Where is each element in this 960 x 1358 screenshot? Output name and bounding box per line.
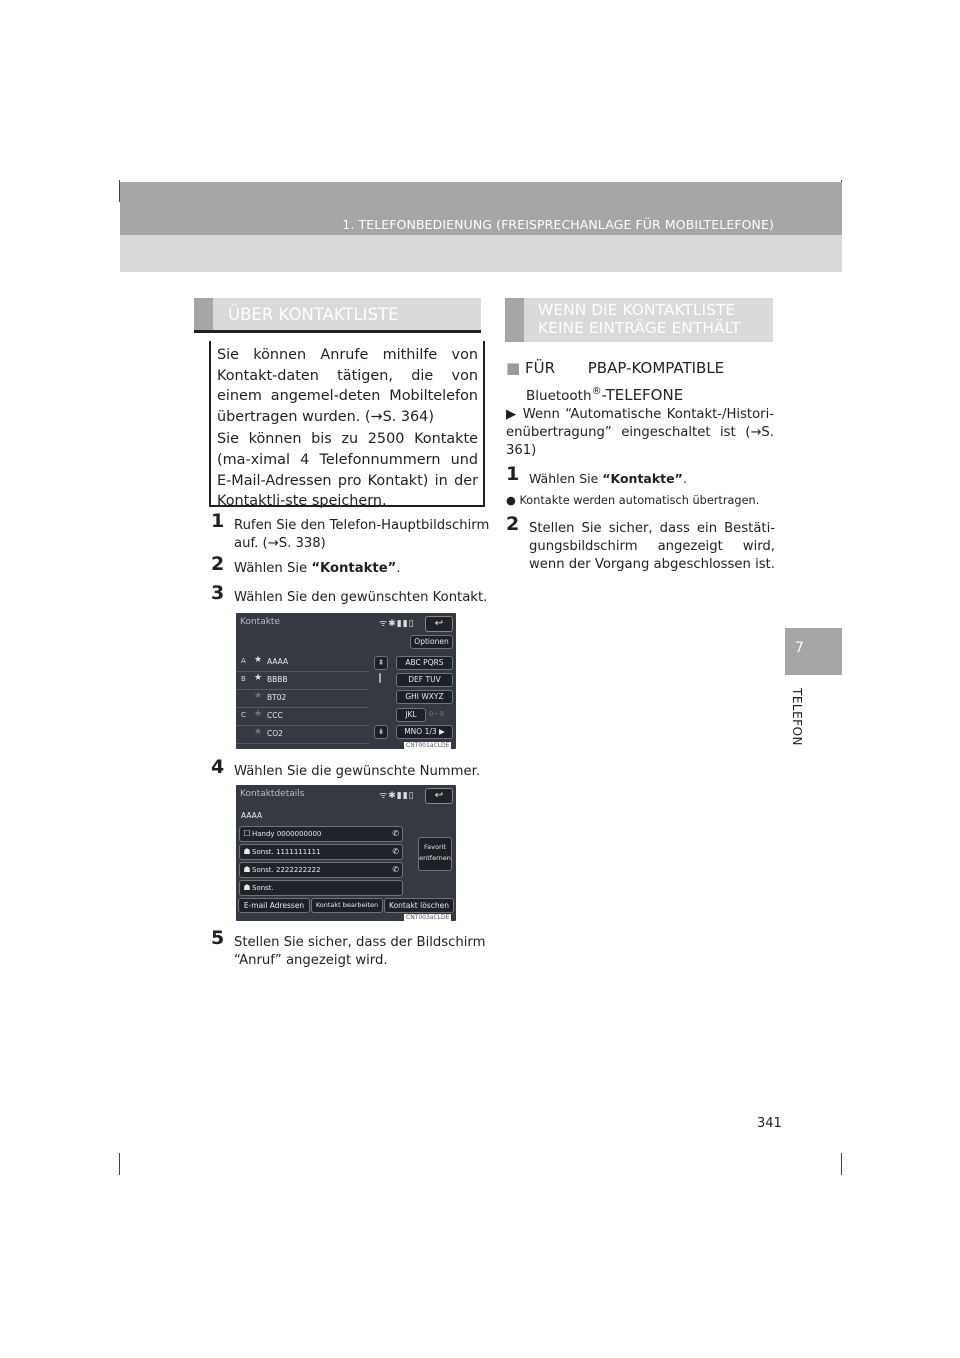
contact-icon: ☗: [243, 883, 251, 892]
step-number: 3: [211, 582, 225, 604]
status-icons: ᯤ✱▮▮▯: [379, 791, 415, 801]
step-text: Rufen Sie den Telefon-Hauptbildschirm auf. (→S. 338): [234, 518, 490, 551]
alpha-button[interactable]: MNO 1/3 ▶: [396, 725, 453, 739]
number-row[interactable]: ☐Handy 0000000000 ✆: [239, 826, 403, 842]
subheading: [506, 356, 774, 408]
scrollbar[interactable]: [379, 673, 381, 683]
step-number: 2: [506, 513, 520, 535]
scroll-up-button[interactable]: ⇞: [374, 656, 388, 670]
crop-mark: [841, 1153, 842, 1175]
back-button[interactable]: ↩: [425, 788, 453, 804]
contact-icon: ☗: [243, 847, 251, 856]
contact-icon: ☗: [243, 865, 251, 874]
step-text-end: .: [396, 561, 401, 576]
screen-title: Kontaktdetails: [240, 789, 305, 799]
page-header: [120, 182, 842, 272]
call-icon: ✆: [392, 865, 399, 874]
contact-name: AAAA: [267, 657, 289, 666]
intro-paragraph: Sie können bis zu 2500 Kontakte (ma-ximal 4 Telefonnummern und E-Mail-Adressen pro Kontakt) in der Kontaktli-ste speichern.: [217, 431, 478, 510]
contact-row[interactable]: [236, 690, 369, 708]
favorite-remove-button[interactable]: Favorit entfernen: [418, 837, 452, 871]
section-heading-right: [505, 298, 773, 342]
favorite-star-icon: ★: [254, 727, 263, 737]
section-title-line: KEINE EINTRÄGE ENTHÄLT: [538, 319, 741, 337]
step-number: 4: [211, 756, 225, 778]
step-number: 1: [211, 510, 225, 532]
favorite-star-icon: ★: [254, 709, 263, 719]
image-code: CNT003aCLDE: [406, 914, 450, 921]
options-button[interactable]: Optionen: [410, 635, 453, 649]
chapter-number: 7: [795, 640, 804, 656]
subheading-rest: -TELEFONE: [601, 386, 684, 404]
chapter-tab: [785, 628, 842, 675]
number-row[interactable]: ☗Sonst. 2222222222 ✆: [239, 862, 403, 878]
step-text: Stellen Sie sicher, dass der Bildschirm “Anruf” angezeigt wird.: [234, 935, 486, 968]
screenshot-contacts: [236, 613, 456, 749]
status-icons: ᯤ✱▮▮▯: [379, 619, 415, 629]
contact-row[interactable]: [236, 726, 369, 744]
number-row[interactable]: ☗Sonst. 1111111111 ✆: [239, 844, 403, 860]
square-bullet-icon: ■: [506, 359, 521, 377]
intro-paragraph: Sie können Anrufe mithilfe von Kontakt-daten tätigen, die von einem angemel-deten Mobiltelefon übertragen wurden. (→S. 364): [217, 347, 478, 425]
favorite-star-icon: ★: [254, 691, 263, 701]
contact-name: AAAA: [241, 811, 263, 820]
call-icon: ✆: [392, 829, 399, 838]
subheading-line: FÜR PBAP-KOMPATIBLE: [524, 359, 725, 377]
contact-name: CCC: [267, 711, 283, 720]
contact-name: BT02: [267, 693, 287, 702]
contact-row[interactable]: C ★ CCC: [236, 708, 369, 726]
step-text: Wählen Sie: [529, 471, 603, 486]
section-title-line: WENN DIE KONTAKTLISTE: [538, 301, 736, 319]
registered-mark: ®: [591, 386, 602, 397]
favorite-star-icon: ★: [254, 673, 263, 683]
contact-row[interactable]: A ★ AAAA: [236, 654, 369, 672]
chapter-label: TELEFON: [790, 688, 804, 747]
bullet-note: ● Kontakte werden automatisch übertragen.: [506, 494, 760, 507]
alpha-button[interactable]: GHI WXYZ: [396, 690, 453, 704]
step-text: Wählen Sie die gewünschte Nummer.: [234, 764, 481, 779]
delete-contact-button[interactable]: Kontakt löschen: [384, 898, 454, 913]
contact-name: CO2: [267, 729, 283, 738]
step-text-end: .: [682, 471, 687, 486]
contact-name: BBBB: [267, 675, 288, 684]
condition-text: ▶ Wenn “Automatische Kontakt-/Histori-enübertragung” eingeschaltet ist (→S. 361): [506, 407, 774, 458]
step-keyword: “Kontakte”: [311, 561, 397, 576]
alpha-button[interactable]: DEF TUV: [396, 673, 453, 687]
favorite-star-icon: ★: [254, 655, 263, 665]
section-underline: [194, 330, 481, 333]
contact-row[interactable]: B ★ BBBB: [236, 672, 369, 690]
section-heading-left: [194, 298, 481, 330]
alpha-button[interactable]: JKL: [396, 708, 426, 722]
number-row[interactable]: ☗Sonst.: [239, 880, 403, 896]
scroll-down-button[interactable]: ⇟: [374, 725, 388, 739]
step-keyword: “Kontakte”: [602, 471, 683, 486]
step-number: 5: [211, 927, 225, 949]
edit-contact-button[interactable]: Kontakt bearbeiten: [311, 898, 383, 913]
phone-icon: ☐: [243, 829, 251, 838]
step-text: Stellen Sie sicher, dass ein Bestäti-gungsbildschirm angezeigt wird, wenn der Vorgang abgeschlossen ist.: [529, 521, 775, 572]
screen-title: Kontakte: [240, 617, 280, 627]
call-icon: ✆: [392, 847, 399, 856]
email-button[interactable]: E-mail Adressen: [238, 898, 310, 913]
crop-mark: [119, 1153, 120, 1175]
numeric-hint: 0~9: [429, 710, 444, 718]
step-number: 1: [506, 463, 520, 485]
section-title: ÜBER KONTAKTLISTE: [228, 305, 399, 324]
back-button[interactable]: ↩: [425, 616, 453, 632]
header-title: 1. TELEFONBEDIENUNG (FREISPRECHANLAGE FÜR MOBILTELEFONE): [342, 217, 774, 232]
intro-text: [217, 345, 478, 514]
screenshot-contact-details: [236, 785, 456, 921]
alpha-button[interactable]: ABC PQRS: [396, 656, 453, 670]
image-code: CNT001aCLDE: [406, 742, 450, 749]
page-number: 341: [757, 1116, 782, 1131]
step-number: 2: [211, 553, 225, 575]
subheading-bluetooth: Bluetooth: [526, 388, 592, 404]
step-text: Wählen Sie den gewünschten Kontakt.: [234, 590, 488, 605]
step-text: Wählen Sie: [234, 561, 312, 576]
header-top-band: [120, 182, 842, 235]
